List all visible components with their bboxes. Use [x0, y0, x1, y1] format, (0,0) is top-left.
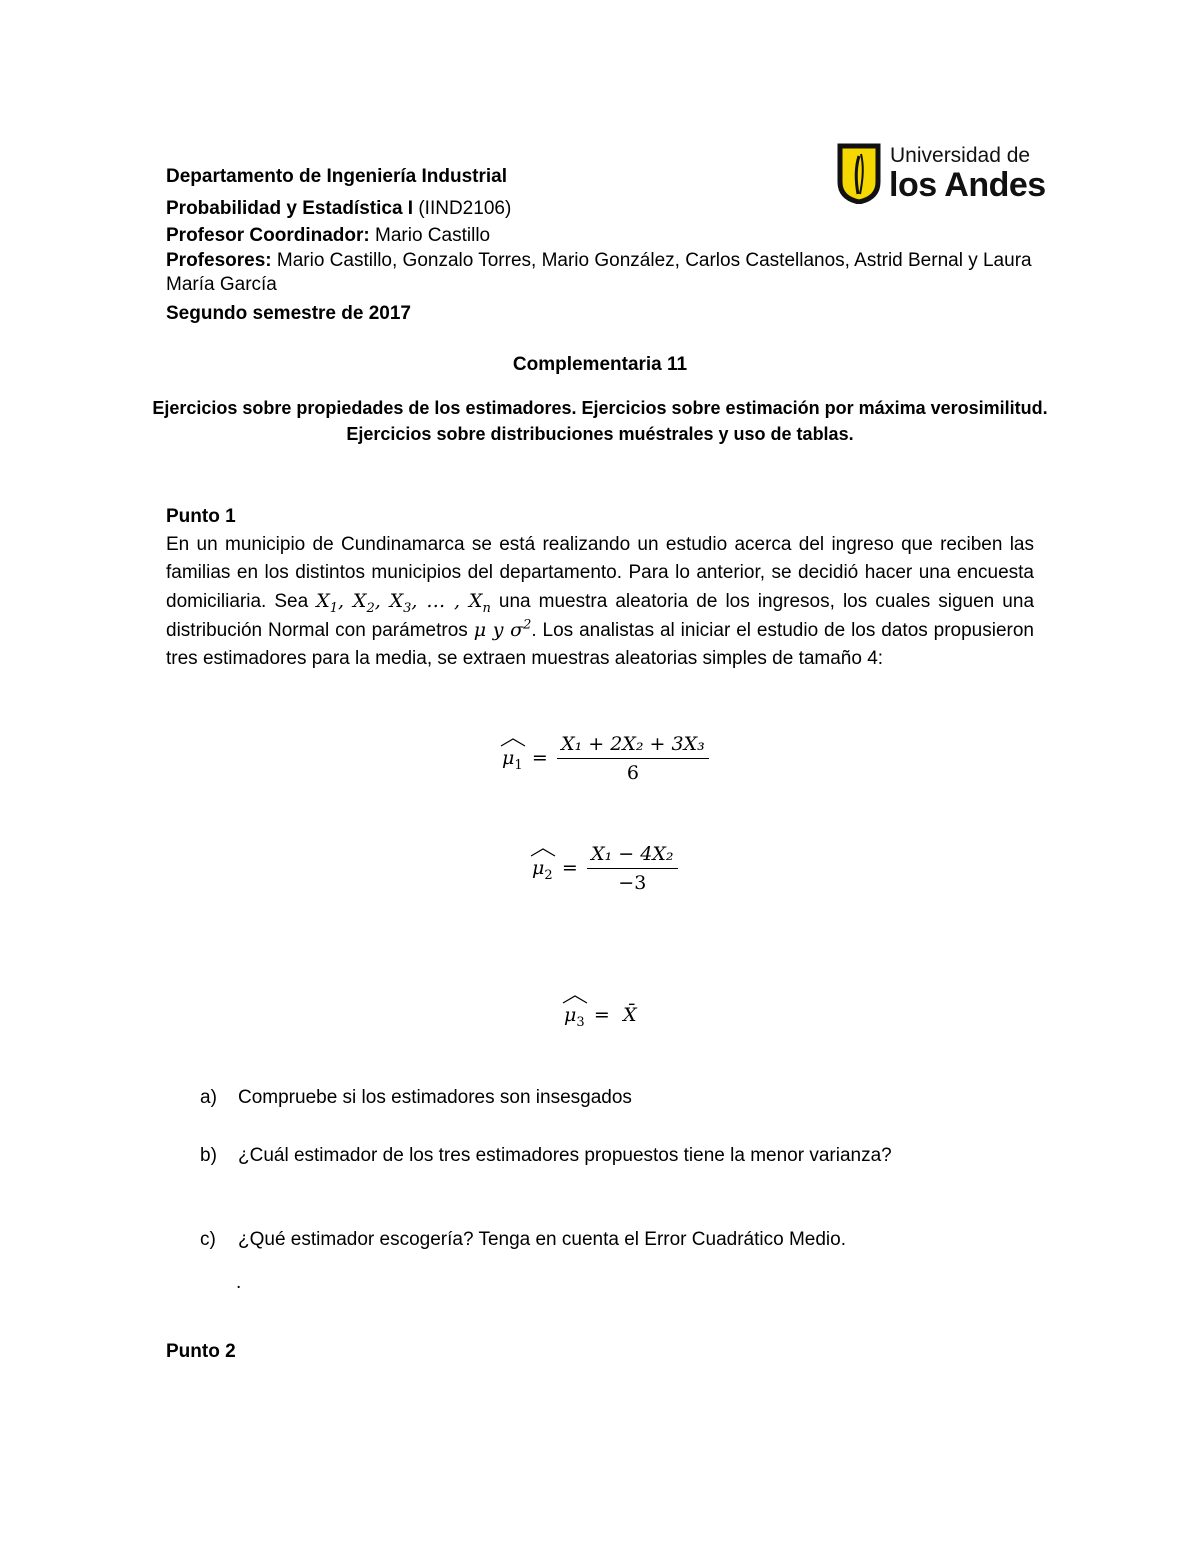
- estimator-1-equation: $\mu_1$ = $\frac{\text{X₁ + 2X₂ + 3X₃}}{6}$: [502, 733, 709, 784]
- question-a-text: Compruebe si los estimadores son insesgados: [238, 1087, 632, 1108]
- estimator-2-numerator: X₁ − 4X₂: [587, 843, 677, 869]
- estimator-1-fraction: [557, 733, 709, 784]
- punto-1-paragraph: [166, 531, 1034, 673]
- university-logo: [834, 142, 1046, 204]
- shield-logo-icon: [834, 142, 890, 204]
- sample-variables: $X_1$, $X_2$, $X_3$, … , $X_n$: [316, 590, 491, 616]
- logo-text-line1: Universidad de: [890, 144, 1031, 167]
- course-code: (IIND2106): [418, 198, 512, 219]
- punto-1-heading: Punto 1: [166, 506, 236, 527]
- estimator-1-numerator: X₁ + 2X₂ + 3X₃: [557, 733, 709, 759]
- subtitle-line-1: Ejercicios sobre propiedades de los estimadores. Ejercicios sobre estimación por máxima verosimilitud.: [152, 398, 1048, 418]
- semester-line: Segundo semestre de 2017: [166, 303, 411, 324]
- punto-2-heading: Punto 2: [166, 1341, 236, 1362]
- question-b-text: ¿Cuál estimador de los tres estimadores propuestos tiene la menor varianza?: [238, 1145, 892, 1166]
- estimator-2-fraction: [587, 843, 677, 894]
- mu-hat-3: $\mu_3$: [564, 998, 585, 1026]
- mu-hat-1: $\mu_1$: [502, 741, 523, 769]
- parameters: μ y $\sigma^2$: [473, 617, 532, 641]
- logo-text-line2: los Andes: [889, 166, 1046, 204]
- estimator-3-rhs: X̄: [623, 1004, 637, 1026]
- mu-hat-2: $\mu_2$: [532, 851, 553, 879]
- paragraph-text-a: En un municipio de Cundinamarca se está realizando un estudio acerca del ingreso que reciben las familias en los distintos municipios del departamento. Para lo anterior, se decidió hacer una encuesta domiciliaria. Sea: [166, 534, 1034, 612]
- professors-line-2: María García: [166, 274, 277, 295]
- subtitle-line-2: Ejercicios sobre distribuciones muéstrales y uso de tablas.: [346, 424, 854, 444]
- department-line: Departamento de Ingeniería Industrial: [166, 166, 508, 187]
- stray-dot: .: [236, 1272, 242, 1293]
- estimator-3-equation: $\mu_3$ = X̄: [564, 998, 637, 1027]
- estimator-2-equation: $\mu_2$ = $\frac{\text{X₁ − 4X₂}}{-3}$: [532, 843, 678, 894]
- question-c-label: c): [200, 1229, 216, 1250]
- paragraph-text-c: . Los analistas al iniciar el estudio de los datos propusieron tres estimadores para la media, se extraen muestras aleatorias simples de tamaño 4:: [166, 620, 1035, 669]
- question-b-label: b): [200, 1145, 217, 1166]
- estimator-1-denominator: 6: [626, 762, 639, 784]
- document-title: Complementaria 11: [512, 354, 688, 375]
- course-name: Probabilidad y Estadística I: [166, 198, 414, 219]
- question-a-label: a): [200, 1087, 217, 1108]
- estimator-2-denominator: −3: [618, 872, 647, 894]
- coordinator-label: Profesor Coordinador:: [166, 225, 370, 246]
- course-line: [166, 197, 511, 221]
- question-c-text: ¿Qué estimador escogería? Tenga en cuenta el Error Cuadrático Medio.: [238, 1229, 846, 1250]
- coordinator-line: [166, 224, 490, 248]
- professors-line: [166, 249, 1032, 273]
- professors-label: Profesores:: [166, 250, 272, 271]
- paragraph-text-b: una muestra aleatoria de los ingresos, los cuales siguen una distribución Normal con parámetros: [166, 591, 1035, 641]
- coordinator-name: Mario Castillo: [375, 225, 491, 246]
- professors-names: Mario Castillo, Gonzalo Torres, Mario González, Carlos Castellanos, Astrid Bernal y Laura: [276, 250, 1032, 271]
